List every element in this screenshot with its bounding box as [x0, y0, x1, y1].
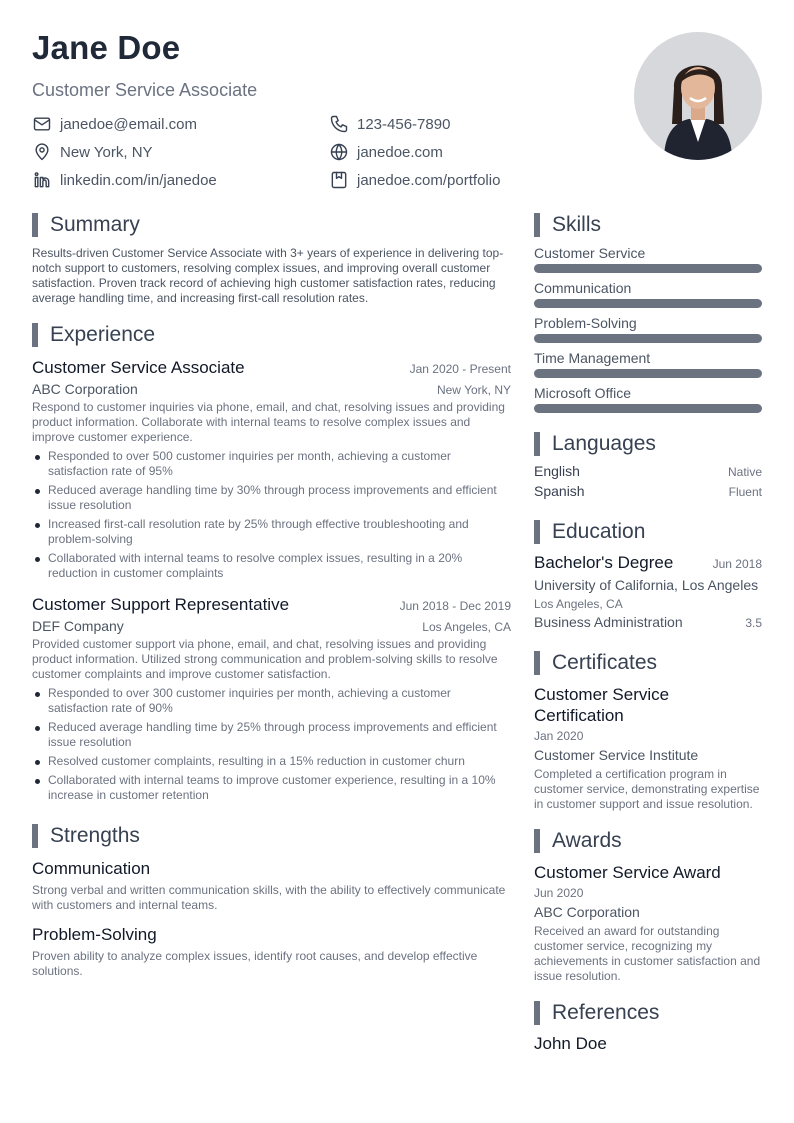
award-date: Jun 2020: [534, 886, 584, 900]
summary-heading: [32, 212, 511, 238]
job-date: Jan 2020 - Present: [409, 362, 511, 376]
phone-icon: [329, 114, 349, 134]
contact-linkedin[interactable]: [32, 169, 217, 191]
job-description: Provided customer support via phone, email, and chat, resolving issues and providing product information. Utilized strong communication and problem-solving skills to resolve customer complaints and improve customer satisfaction.: [32, 637, 498, 681]
certificate-title: Customer Service Certification: [534, 685, 670, 725]
strength-description: Proven ability to analyze complex issues, identify root causes, and develop effective solutions.: [32, 949, 478, 978]
bookmark-icon: [329, 170, 349, 190]
certificates-section: [534, 650, 762, 812]
job-entry: [32, 358, 511, 581]
contact-location-text: New York, NY: [60, 143, 153, 161]
resume-header: [32, 29, 632, 189]
skill-item: [534, 384, 762, 413]
certificate-date: Jan 2020: [534, 729, 584, 743]
job-company: ABC Corporation: [32, 381, 138, 397]
contact-email-text: janedoe@email.com: [60, 115, 197, 133]
strength-description: Strong verbal and written communication skills, with the ability to effectively communicate with customers and internal teams.: [32, 883, 506, 912]
section-marker: [32, 323, 38, 347]
linkedin-icon: [32, 170, 52, 190]
job-achievements: [32, 449, 511, 581]
section-marker: [32, 824, 38, 848]
envelope-icon: [32, 114, 52, 134]
skill-level-bar: [534, 334, 762, 343]
skill-level-bar: [534, 404, 762, 413]
summary-text: Results-driven Customer Service Associate with 3+ years of experience in delivering top-notch support to customers, resolving complex issues, and improving overall customer satisfaction. Proven track record of achieving high customer satisfaction rates, reducing average handling time, and increasing first-call resolution rates.: [32, 246, 504, 305]
section-marker: [534, 213, 540, 237]
job-description: Respond to customer inquiries via phone, email, and chat, resolving issues and providing product information. Collaborate with internal teams to resolve complex issues and improve customer experience.: [32, 400, 505, 444]
achievement-item: Reduced average handling time by 25% through process improvements and efficient issue resolution: [48, 720, 511, 750]
skill-level-bar: [534, 299, 762, 308]
language-name: Spanish: [534, 483, 585, 499]
awards-heading: [534, 828, 762, 854]
profile-photo: [634, 32, 762, 160]
job-title: Customer Support Representative: [32, 595, 290, 614]
award-title: Customer Service Award: [534, 863, 721, 882]
job-company: DEF Company: [32, 618, 124, 634]
references-section: [534, 1000, 762, 1054]
contact-email[interactable]: [32, 113, 197, 135]
summary-section: [32, 212, 511, 306]
strength-title: Communication: [32, 859, 151, 878]
job-location: Los Angeles, CA: [422, 620, 511, 634]
section-marker: [534, 520, 540, 544]
education-gpa: 3.5: [745, 616, 762, 630]
experience-section: [32, 322, 511, 803]
language-name: English: [534, 463, 580, 479]
contact-website[interactable]: [329, 141, 443, 163]
skills-section: [534, 212, 762, 413]
contact-portfolio-text: janedoe.com/portfolio: [357, 171, 501, 189]
skill-name: Microsoft Office: [534, 385, 631, 401]
contact-website-text: janedoe.com: [357, 143, 443, 161]
contact-phone-text: 123-456-7890: [357, 115, 451, 133]
section-marker: [534, 829, 540, 853]
skill-item: [534, 349, 762, 378]
certificate-issuer: Customer Service Institute: [534, 747, 699, 763]
candidate-title: Customer Service Associate: [32, 80, 258, 101]
achievement-item: Responded to over 300 customer inquiries per month, achieving a customer satisfaction rate of 90%: [48, 686, 511, 716]
skill-level-bar: [534, 369, 762, 378]
job-achievements: [32, 686, 511, 803]
section-marker: [32, 213, 38, 237]
job-title: Customer Service Associate: [32, 358, 245, 377]
side-column: [534, 212, 762, 1054]
strengths-section: [32, 823, 511, 979]
map-pin-icon: [32, 142, 52, 162]
education-date: Jun 2018: [712, 557, 762, 571]
contact-portfolio[interactable]: [329, 169, 500, 191]
education-heading: [534, 519, 762, 545]
job-entry: [32, 595, 511, 803]
skill-name: Communication: [534, 280, 632, 296]
skill-name: Customer Service: [534, 245, 646, 261]
languages-section: [534, 431, 762, 499]
experience-heading: [32, 322, 511, 348]
section-marker: [534, 1001, 540, 1025]
language-item: [534, 463, 762, 479]
strengths-heading: [32, 823, 511, 849]
section-marker: [534, 432, 540, 456]
section-title: Education: [552, 520, 646, 543]
candidate-name: Jane Doe: [32, 29, 181, 66]
achievement-item: Increased first-call resolution rate by 25% through effective troubleshooting and problem-solving: [48, 517, 511, 547]
strength-item: [32, 925, 511, 979]
job-location: New York, NY: [436, 383, 511, 397]
strength-title: Problem-Solving: [32, 925, 157, 944]
contact-linkedin-text: linkedin.com/in/janedoe: [60, 171, 217, 189]
certificates-heading: [534, 650, 762, 676]
skill-level-bar: [534, 264, 762, 273]
education-location: Los Angeles, CA: [534, 597, 623, 611]
section-marker: [534, 651, 540, 675]
award-issuer: ABC Corporation: [534, 904, 640, 920]
section-title: References: [552, 1001, 660, 1024]
main-column: [32, 212, 511, 979]
education-school: University of California, Los Angeles: [534, 577, 759, 593]
education-section: [534, 519, 762, 630]
skill-item: [534, 279, 762, 308]
skills-heading: [534, 212, 762, 238]
award-description: Received an award for outstanding customer service, recognizing my achievements in customer satisfaction and issue resolution.: [534, 924, 761, 983]
skill-item: [534, 244, 762, 273]
education-degree: Bachelor's Degree: [534, 553, 674, 572]
reference-name: John Doe: [534, 1034, 607, 1053]
job-date: Jun 2018 - Dec 2019: [399, 599, 511, 613]
section-title: Experience: [50, 323, 156, 346]
languages-heading: [534, 431, 762, 457]
certificate-description: Completed a certification program in customer service, demonstrating expertise in customer support and issue resolution.: [534, 767, 760, 811]
language-item: [534, 483, 762, 499]
contact-phone[interactable]: [329, 113, 450, 135]
skill-item: [534, 314, 762, 343]
section-title: Languages: [552, 432, 656, 455]
strength-item: [32, 859, 511, 913]
language-level: Fluent: [728, 485, 762, 499]
section-title: Summary: [50, 213, 140, 236]
education-field: Business Administration: [534, 614, 683, 630]
section-title: Awards: [552, 829, 622, 852]
section-title: Strengths: [50, 824, 140, 847]
globe-icon: [329, 142, 349, 162]
language-level: Native: [727, 465, 762, 479]
awards-section: [534, 828, 762, 984]
achievement-item: Responded to over 500 customer inquiries per month, achieving a customer satisfaction rate of 95%: [48, 449, 511, 479]
section-title: Skills: [552, 213, 602, 236]
achievement-item: Collaborated with internal teams to improve customer experience, resulting in a 10% increase in customer retention: [48, 773, 511, 803]
achievement-item: Reduced average handling time by 30% through process improvements and efficient issue resolution: [48, 483, 511, 513]
references-heading: [534, 1000, 762, 1026]
achievement-item: Resolved customer complaints, resulting in a 15% reduction in customer churn: [48, 754, 511, 769]
skill-name: Problem-Solving: [534, 315, 637, 331]
contact-location: [32, 141, 153, 163]
skill-name: Time Management: [534, 350, 651, 366]
section-title: Certificates: [552, 651, 658, 674]
achievement-item: Collaborated with internal teams to resolve complex issues, resulting in a 20% reduction in customer complaints: [48, 551, 511, 581]
